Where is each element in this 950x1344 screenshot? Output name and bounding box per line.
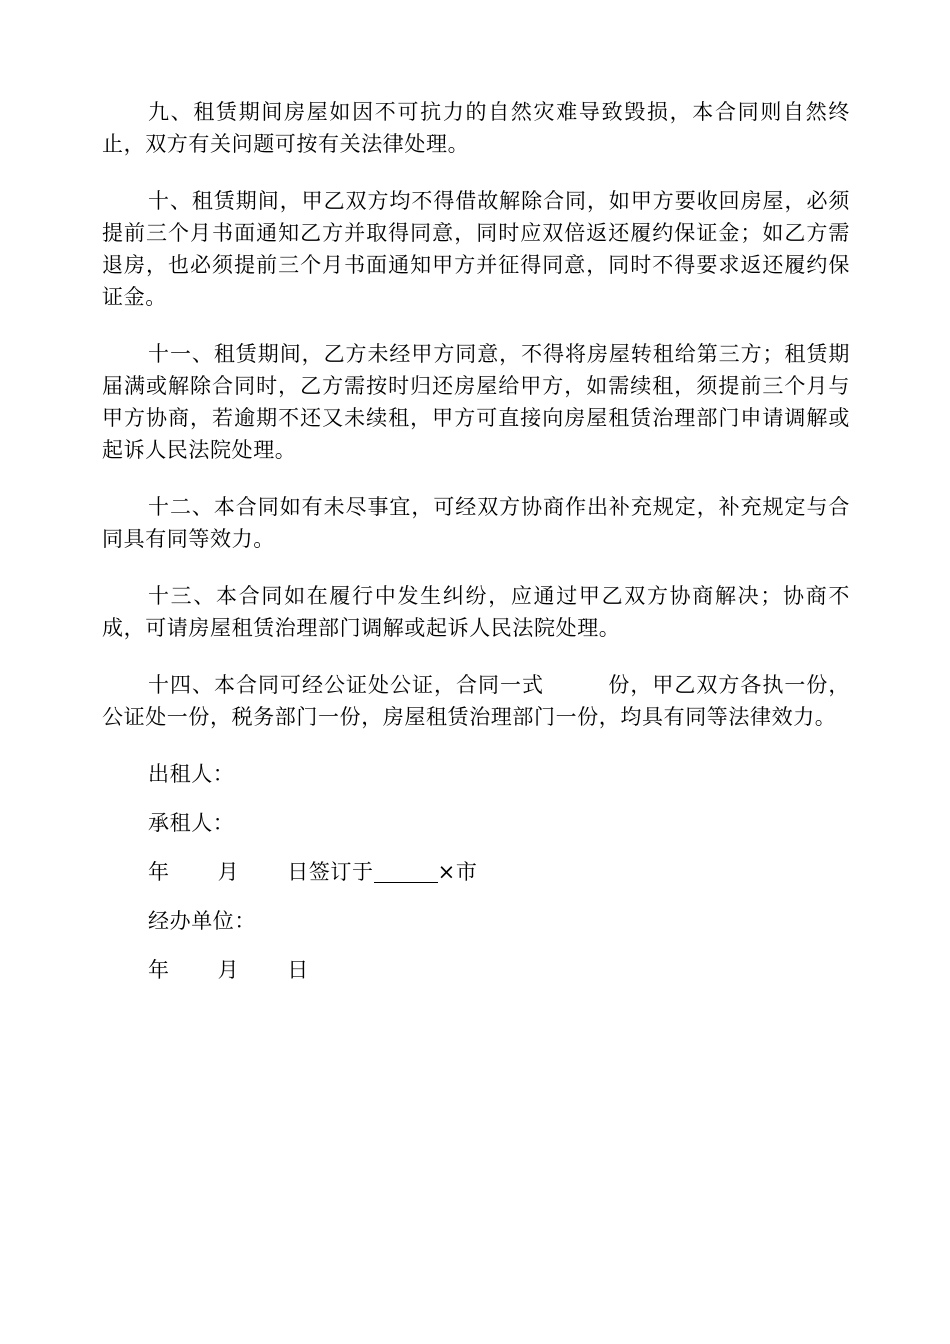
city-blank — [374, 860, 438, 883]
lessor-label: 出租人： — [148, 762, 235, 786]
contract-body — [102, 96, 850, 1003]
clause-14-before: 十四、本合同可经公证处公证，合同一式 — [148, 673, 544, 697]
clause-13: 十三、本合同如在履行中发生纠纷，应通过甲乙双方协商解决；协商不成，可请房屋租赁治理部门调解或起诉人民法院处理。 — [102, 584, 850, 640]
sign-city: ×市 — [437, 860, 478, 884]
clause-14-after: 份，甲乙双方各执一份，公证处一份，税务部门一份，房屋租赁治理部门一份，均具有同等法律效力。 — [102, 673, 850, 729]
agency-date-line — [102, 954, 850, 986]
clause-12: 十二、本合同如有未尽事宜，可经双方协商作出补充规定，补充规定与合同具有同等效力。 — [102, 495, 850, 551]
lessee-label: 承租人： — [148, 811, 235, 835]
agency-year: 年 — [148, 958, 170, 982]
lessee-line — [102, 807, 850, 839]
agency-label: 经办单位： — [148, 909, 256, 933]
sign-month: 月 — [217, 860, 240, 884]
clause-14 — [102, 669, 850, 733]
clause-10: 十、租赁期间，甲乙双方均不得借故解除合同，如甲方要收回房屋，必须提前三个月书面通知乙方并取得同意，同时应双倍返还履约保证金；如乙方需退房，也必须提前三个月书面通知甲方并征得同意，同时不得要求返还履约保证金。 — [102, 189, 850, 309]
lessor-line — [102, 758, 850, 790]
clause-9: 九、租赁期间房屋如因不可抗力的自然灾难导致毁损，本合同则自然终止，双方有关问题可按有关法律处理。 — [102, 100, 850, 156]
sign-day: 日签订于 — [287, 860, 374, 884]
agency-month: 月 — [217, 958, 240, 982]
sign-date-line — [102, 856, 850, 888]
clause-11: 十一、租赁期间，乙方未经甲方同意，不得将房屋转租给第三方；租赁期届满或解除合同时，乙方需按时归还房屋给甲方，如需续租，须提前三个月与甲方协商，若逾期不还又未续租，甲方可直接向房屋租赁治理部门申请调解或起诉人民法院处理。 — [102, 342, 850, 462]
agency-line — [102, 905, 850, 937]
agency-day: 日 — [287, 958, 309, 982]
sign-year: 年 — [148, 860, 170, 884]
